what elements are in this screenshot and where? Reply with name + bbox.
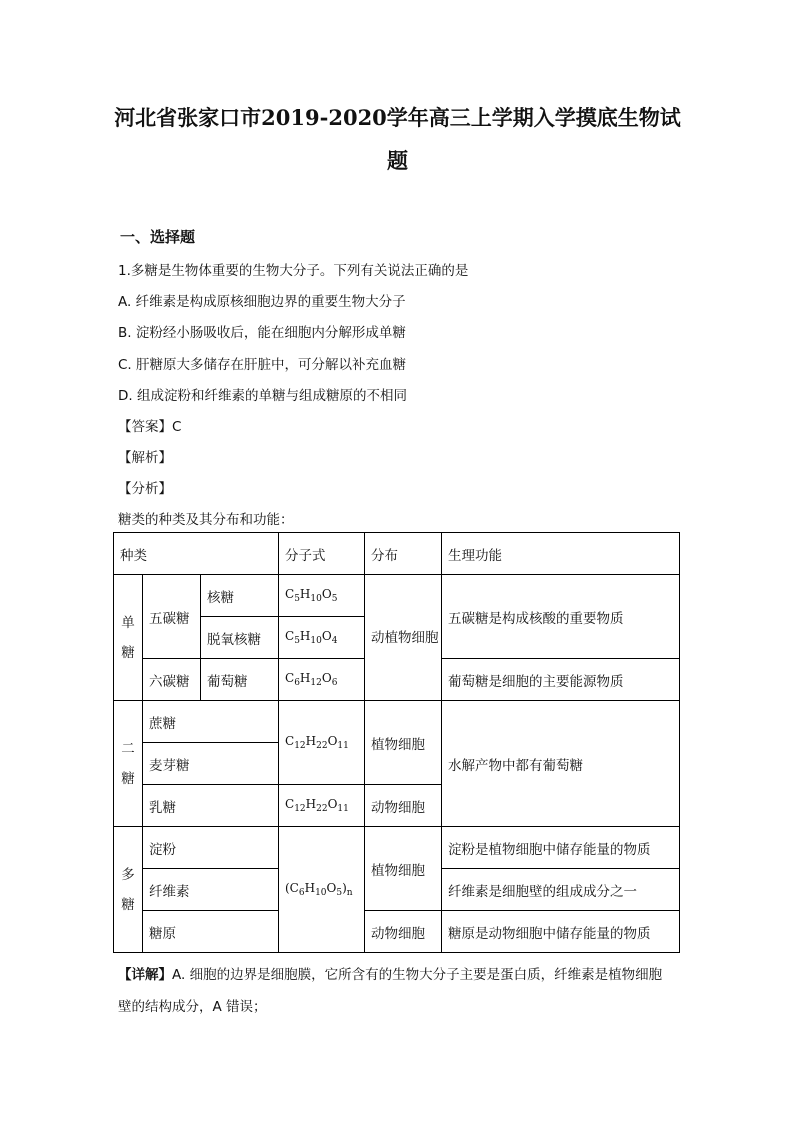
table-row	[114, 575, 680, 617]
answer-tag: 【答案】	[118, 419, 172, 435]
pentose-function: 五碳糖是构成核酸的重要物质	[442, 575, 680, 659]
poly-formula: $(C_6H_{10}O_5)_n$	[279, 827, 365, 953]
sucrose-maltose-formula: $C_{12}H_{22}O_{11}$	[279, 701, 365, 785]
table-row	[114, 701, 680, 743]
table-row	[114, 827, 680, 869]
deoxyribose-formula: $C_5H_{10}O_4$	[279, 617, 365, 659]
sucrose-cell: 蔗糖	[143, 701, 279, 743]
answer-value: C	[172, 419, 182, 435]
group-disaccharide: 二 糖	[114, 701, 143, 827]
header-distribution: 分布	[365, 533, 442, 575]
section-heading: 一、选择题	[120, 228, 196, 246]
glucose-formula: $C_6H_{12}O_6$	[279, 659, 365, 701]
ribose-formula: $C_5H_{10}O_5$	[279, 575, 365, 617]
lactose-formula: $C_{12}H_{22}O_{11}$	[279, 785, 365, 827]
option-a: A. 纤维素是构成原核细胞边界的重要生物大分子	[118, 294, 406, 310]
di-animal-distribution: 动物细胞	[365, 785, 442, 827]
maltose-cell: 麦芽糖	[143, 743, 279, 785]
option-c: C. 肝糖原大多储存在肝脏中，可分解以补充血糖	[118, 357, 407, 373]
deoxyribose-cell: 脱氧核糖	[201, 617, 279, 659]
header-function: 生理功能	[442, 533, 680, 575]
title-line-2: 题	[387, 148, 408, 173]
document-title	[110, 96, 685, 182]
detail-tag: 【详解】	[118, 967, 172, 983]
header-kind: 种类	[114, 533, 279, 575]
starch-cell: 淀粉	[143, 827, 279, 869]
mono-distribution: 动植物细胞	[365, 575, 442, 701]
starch-function: 淀粉是植物细胞中储存能量的物质	[442, 827, 680, 869]
question-stem: 1.多糖是生物体重要的生物大分子。下列有关说法正确的是	[118, 263, 469, 279]
pentose-cell: 五碳糖	[143, 575, 201, 659]
header-formula: 分子式	[279, 533, 365, 575]
hexose-cell: 六碳糖	[143, 659, 201, 701]
option-b: B. 淀粉经小肠吸收后，能在细胞内分解形成单糖	[118, 325, 406, 341]
table-row	[114, 911, 680, 953]
detail-line-1	[118, 963, 662, 983]
group-polysaccharide: 多 糖	[114, 827, 143, 953]
title-line-1: 河北省张家口市2019-2020学年高三上学期入学摸底生物试	[114, 105, 681, 130]
glucose-function: 葡萄糖是细胞的主要能源物质	[442, 659, 680, 701]
di-plant-distribution: 植物细胞	[365, 701, 442, 785]
poly-animal-distribution: 动物细胞	[365, 911, 442, 953]
di-function: 水解产物中都有葡萄糖	[442, 701, 680, 827]
cellulose-cell: 纤维素	[143, 869, 279, 911]
detail-line-2: 壁的结构成分，A 错误；	[118, 999, 267, 1015]
table-header-row	[114, 533, 680, 575]
option-d: D. 组成淀粉和纤维素的单糖与组成糖原的不相同	[118, 388, 407, 404]
poly-plant-distribution: 植物细胞	[365, 827, 442, 911]
analysis-tag: 【解析】	[118, 450, 172, 466]
glycogen-function: 糖原是动物细胞中储存能量的物质	[442, 911, 680, 953]
answer-line	[118, 415, 181, 435]
group-monosaccharide: 单 糖	[114, 575, 143, 701]
glucose-cell: 葡萄糖	[201, 659, 279, 701]
sugar-table	[113, 532, 680, 953]
detail-text-1: A. 细胞的边界是细胞膜，它所含有的生物大分子主要是蛋白质，纤维素是植物细胞	[172, 967, 663, 983]
breakdown-tag: 【分析】	[118, 481, 172, 497]
ribose-cell: 核糖	[201, 575, 279, 617]
table-intro: 糖类的种类及其分布和功能：	[118, 512, 294, 528]
cellulose-function: 纤维素是细胞壁的组成成分之一	[442, 869, 680, 911]
glycogen-cell: 糖原	[143, 911, 279, 953]
lactose-cell: 乳糖	[143, 785, 279, 827]
